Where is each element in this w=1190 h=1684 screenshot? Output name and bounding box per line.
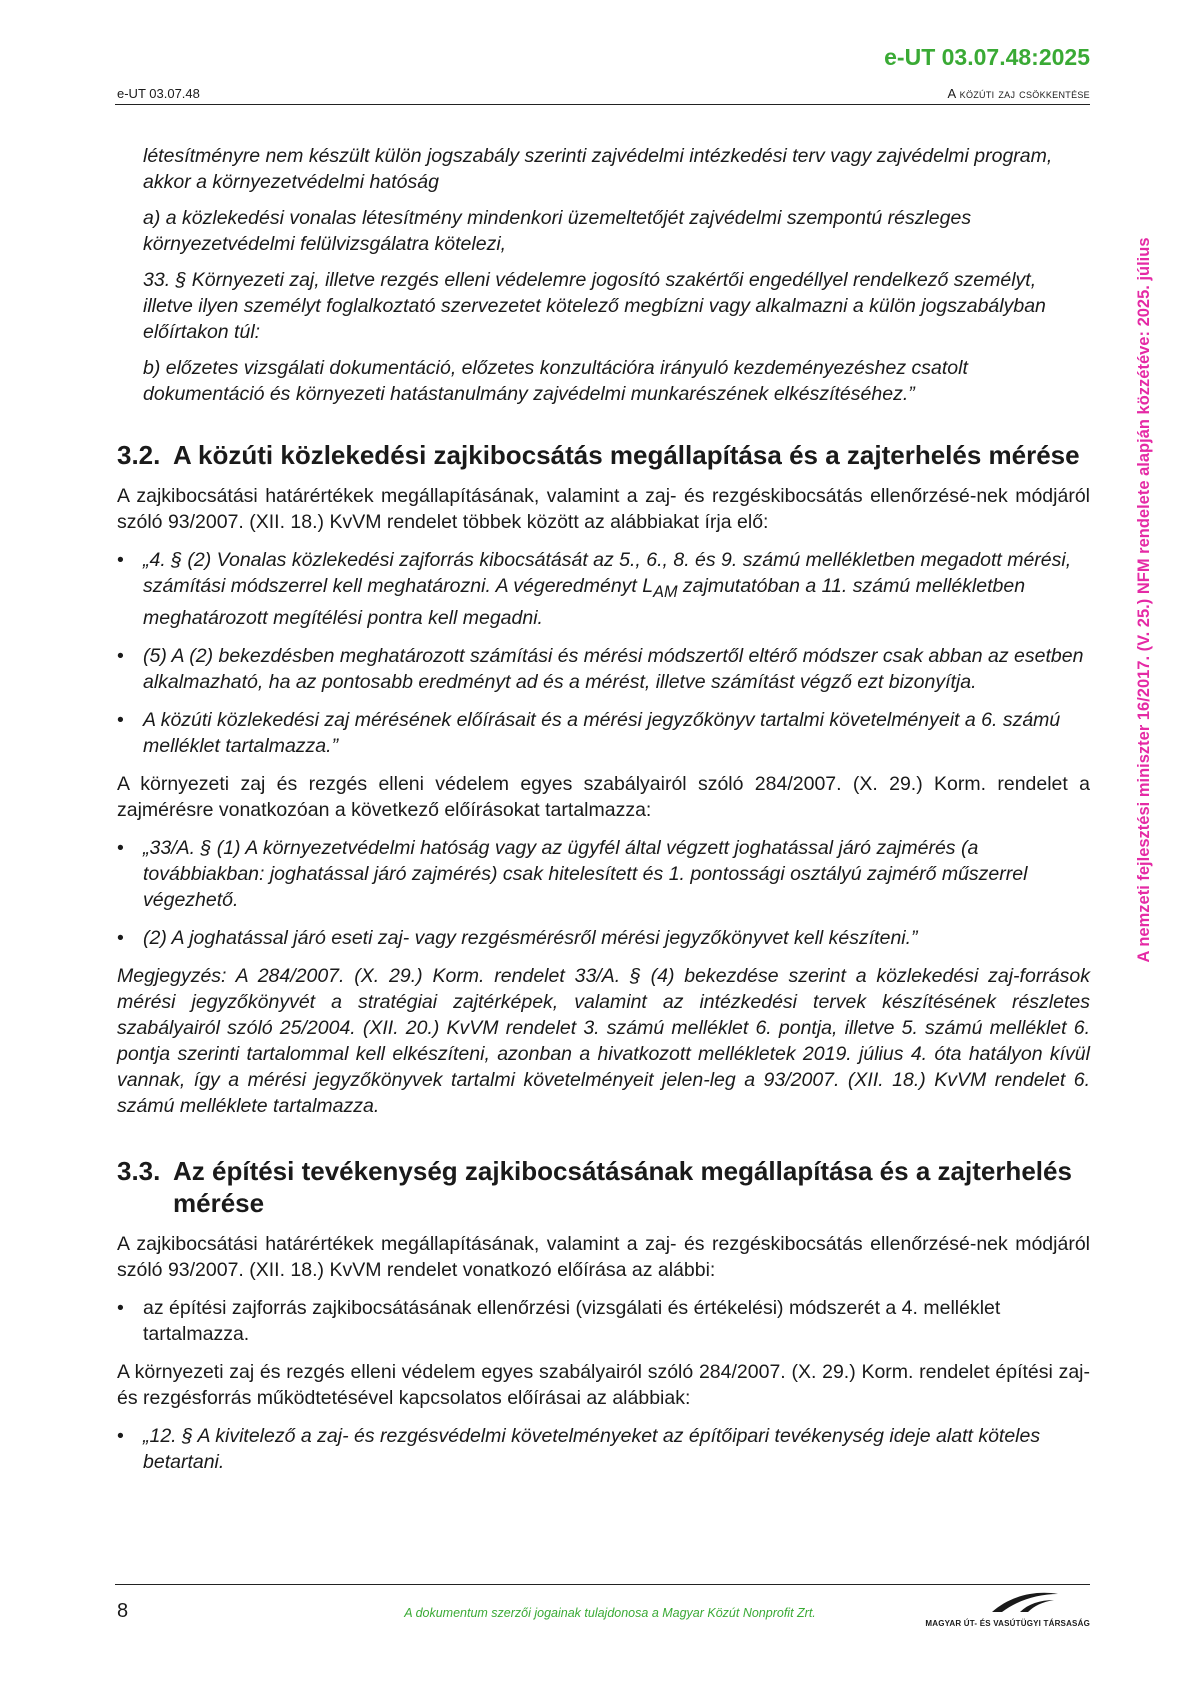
road-swoosh-logo-icon — [990, 1588, 1060, 1614]
section-title: A közúti közlekedési zajkibocsátás megállapítása és a zajterhelés mérése — [173, 440, 1080, 470]
body-paragraph: A környezeti zaj és rezgés elleni védelem egyes szabályairól szóló 284/2007. (X. 29.) Korm. rendelet a zajmérésre vonatkozóan a következő előírásokat tartalmazza: — [117, 772, 1090, 821]
body-paragraph: A zajkibocsátási határértékek megállapításának, valamint a zaj- és rezgéskibocsátás ellenőrzésé-nek módjáról szóló 93/2007. (XII. 18.) KvVM rendelet többek között az alábbiakat írja elő: — [117, 485, 1090, 533]
list-item: • „33/A. § (1) A környezetvédelmi hatóság vagy az ügyfél által végzett joghatással járó zajmérés (a továbbiakban: joghatással járó zajmérés) csak hitelesített és 1. pontossági osztályú zajmérő műszerrel végezhető. — [117, 835, 1090, 913]
list-item: • „4. § (2) Vonalas közlekedési zajforrás kibocsátását az 5., 6., 8. és 9. számú mellékletben megadott mérési, számítási módszerrel kell meghatározni. A végeredményt $L_{AM}$ zajmutatóban a 11. számú mellékletben meghatározott megítélési pontra kell megadni. — [117, 547, 1090, 631]
logo-caption: MAGYAR ÚT- ÉS VASÚTÜGYI TÁRSASÁG — [925, 1619, 1090, 1628]
publication-side-note: A nemzeti fejlesztési miniszter 16/2017. (V. 25.) NFM rendelete alapján közzétéve: 2025. július — [1135, 237, 1153, 963]
intro-paragraph: a) a közlekedési vonalas létesítmény mindenkori üzemeltetőjét zajvédelmi szempontú részleges környezetvédelmi felülvizsgálatra kötelezi, — [143, 207, 972, 255]
section-heading-3-2 — [117, 439, 1090, 471]
header-divider — [115, 104, 1090, 105]
section-title: Az építési tevékenység zajkibocsátásának megállapítása és a zajterhelés mérése — [173, 1155, 1072, 1218]
subscript-am: AM — [653, 582, 678, 601]
quoted-bullet-list — [117, 547, 1090, 759]
list-item: • az építési zajforrás zajkibocsátásának ellenőrzési (vizsgálati és értékelési) módszerét a 4. melléklet tartalmazza. — [117, 1295, 1090, 1347]
intro-paragraph: létesítményre nem készült külön jogszabály szerinti zajvédelmi intézkedési terv vagy zajvédelmi program, akkor a környezetvédelmi hatóság — [143, 145, 1053, 193]
body-paragraph: A zajkibocsátási határértékek megállapításának, valamint a zaj- és rezgéskibocsátás ellenőrzésé-nek módjáról szóló 93/2007. (XII. 18.) KvVM rendelet vonatkozó előírása az alábbi: — [117, 1232, 1090, 1281]
section-number: 3.3. — [117, 1155, 161, 1186]
list-item: • (5) A (2) bekezdésben meghatározott számítási és mérési módszertől eltérő módszer csak abban az esetben alkalmazható, ha az pontosabb eredményt ad és a mérést, illetve számítást végző ezt bizonyítja. — [117, 643, 1090, 695]
list-item: • A közúti közlekedési zaj mérésének előírásait és a mérési jegyzőkönyv tartalmi követelményeit a 6. számú melléklet tartalmazza.” — [117, 707, 1090, 759]
footer-divider — [115, 1584, 1090, 1585]
document-code: e-UT 03.07.48:2025 — [884, 44, 1090, 70]
company-logo — [920, 1588, 1090, 1628]
copyright-notice: A dokumentum szerzői jogainak tulajdonosa a Magyar Közút Nonprofit Zrt. — [404, 1606, 816, 1620]
section-number: 3.2. — [117, 440, 161, 470]
bullet-list — [117, 1295, 1090, 1347]
section-heading-3-3 — [117, 1155, 1090, 1219]
body-paragraph: A környezeti zaj és rezgés elleni védelem egyes szabályairól szóló 284/2007. (X. 29.) Korm. rendelet építési zaj- és rezgésforrás működtetésével kapcsolatos előírásai az alábbiak: — [117, 1360, 1090, 1409]
note-paragraph: Megjegyzés: A 284/2007. (X. 29.) Korm. rendelet 33/A. § (4) bekezdése szerint a közlekedési zaj-források mérési jegyzőkönyvét a stratégiai zajtérképek, valamint az intézkedési tervek készítésének részletes szabályairól szóló 25/2004. (XII. 20.) KvVM rendelet 3. számú melléklet 6. pontja, illetve 5. számú melléklet 6. pontja szerinti tartalommal kell elkészíteni, azonban a hivatkozott mellékletek 2019. július 4. óta hatályon kívül vannak, így a mérési jegyzőkönyvek tartalmi követelményeit jelen-leg a 93/2007. (XII. 18.) KvVM rendelet 6. számú melléklete tartalmazza. — [117, 964, 1090, 1117]
list-item: • „12. § A kivitelező a zaj- és rezgésvédelmi követelményeket az építőipari tevékenység ideje alatt köteles betartani. — [117, 1423, 1090, 1475]
page-content — [117, 143, 1090, 1487]
page-number: 8 — [117, 1600, 129, 1622]
quoted-bullet-list — [117, 1423, 1090, 1475]
intro-paragraph: b) előzetes vizsgálati dokumentáció, előzetes konzultációra irányuló kezdeményezéshez csatolt dokumentáció és környezeti hatástanulmány zajvédelmi munkarészének elkészítéséhez.” — [143, 357, 968, 405]
intro-paragraph: 33. § Környezeti zaj, illetve rezgés elleni védelemre jogosító szakértői engedéllyel rendelkező személyt, illetve ilyen személyt foglalkoztató szervezetet kötelező megbízni vagy alkalmazni a külön jogszabályban előírtakon túl: — [143, 269, 1046, 343]
header-left-code: e-UT 03.07.48 — [117, 86, 200, 101]
quoted-bullet-list — [117, 835, 1090, 951]
header-running-title: A közúti zaj csökkentése — [947, 86, 1090, 101]
list-item: • (2) A joghatással járó eseti zaj- vagy rezgésmérésről mérési jegyzőkönyvet kell készíteni.” — [117, 925, 1090, 951]
